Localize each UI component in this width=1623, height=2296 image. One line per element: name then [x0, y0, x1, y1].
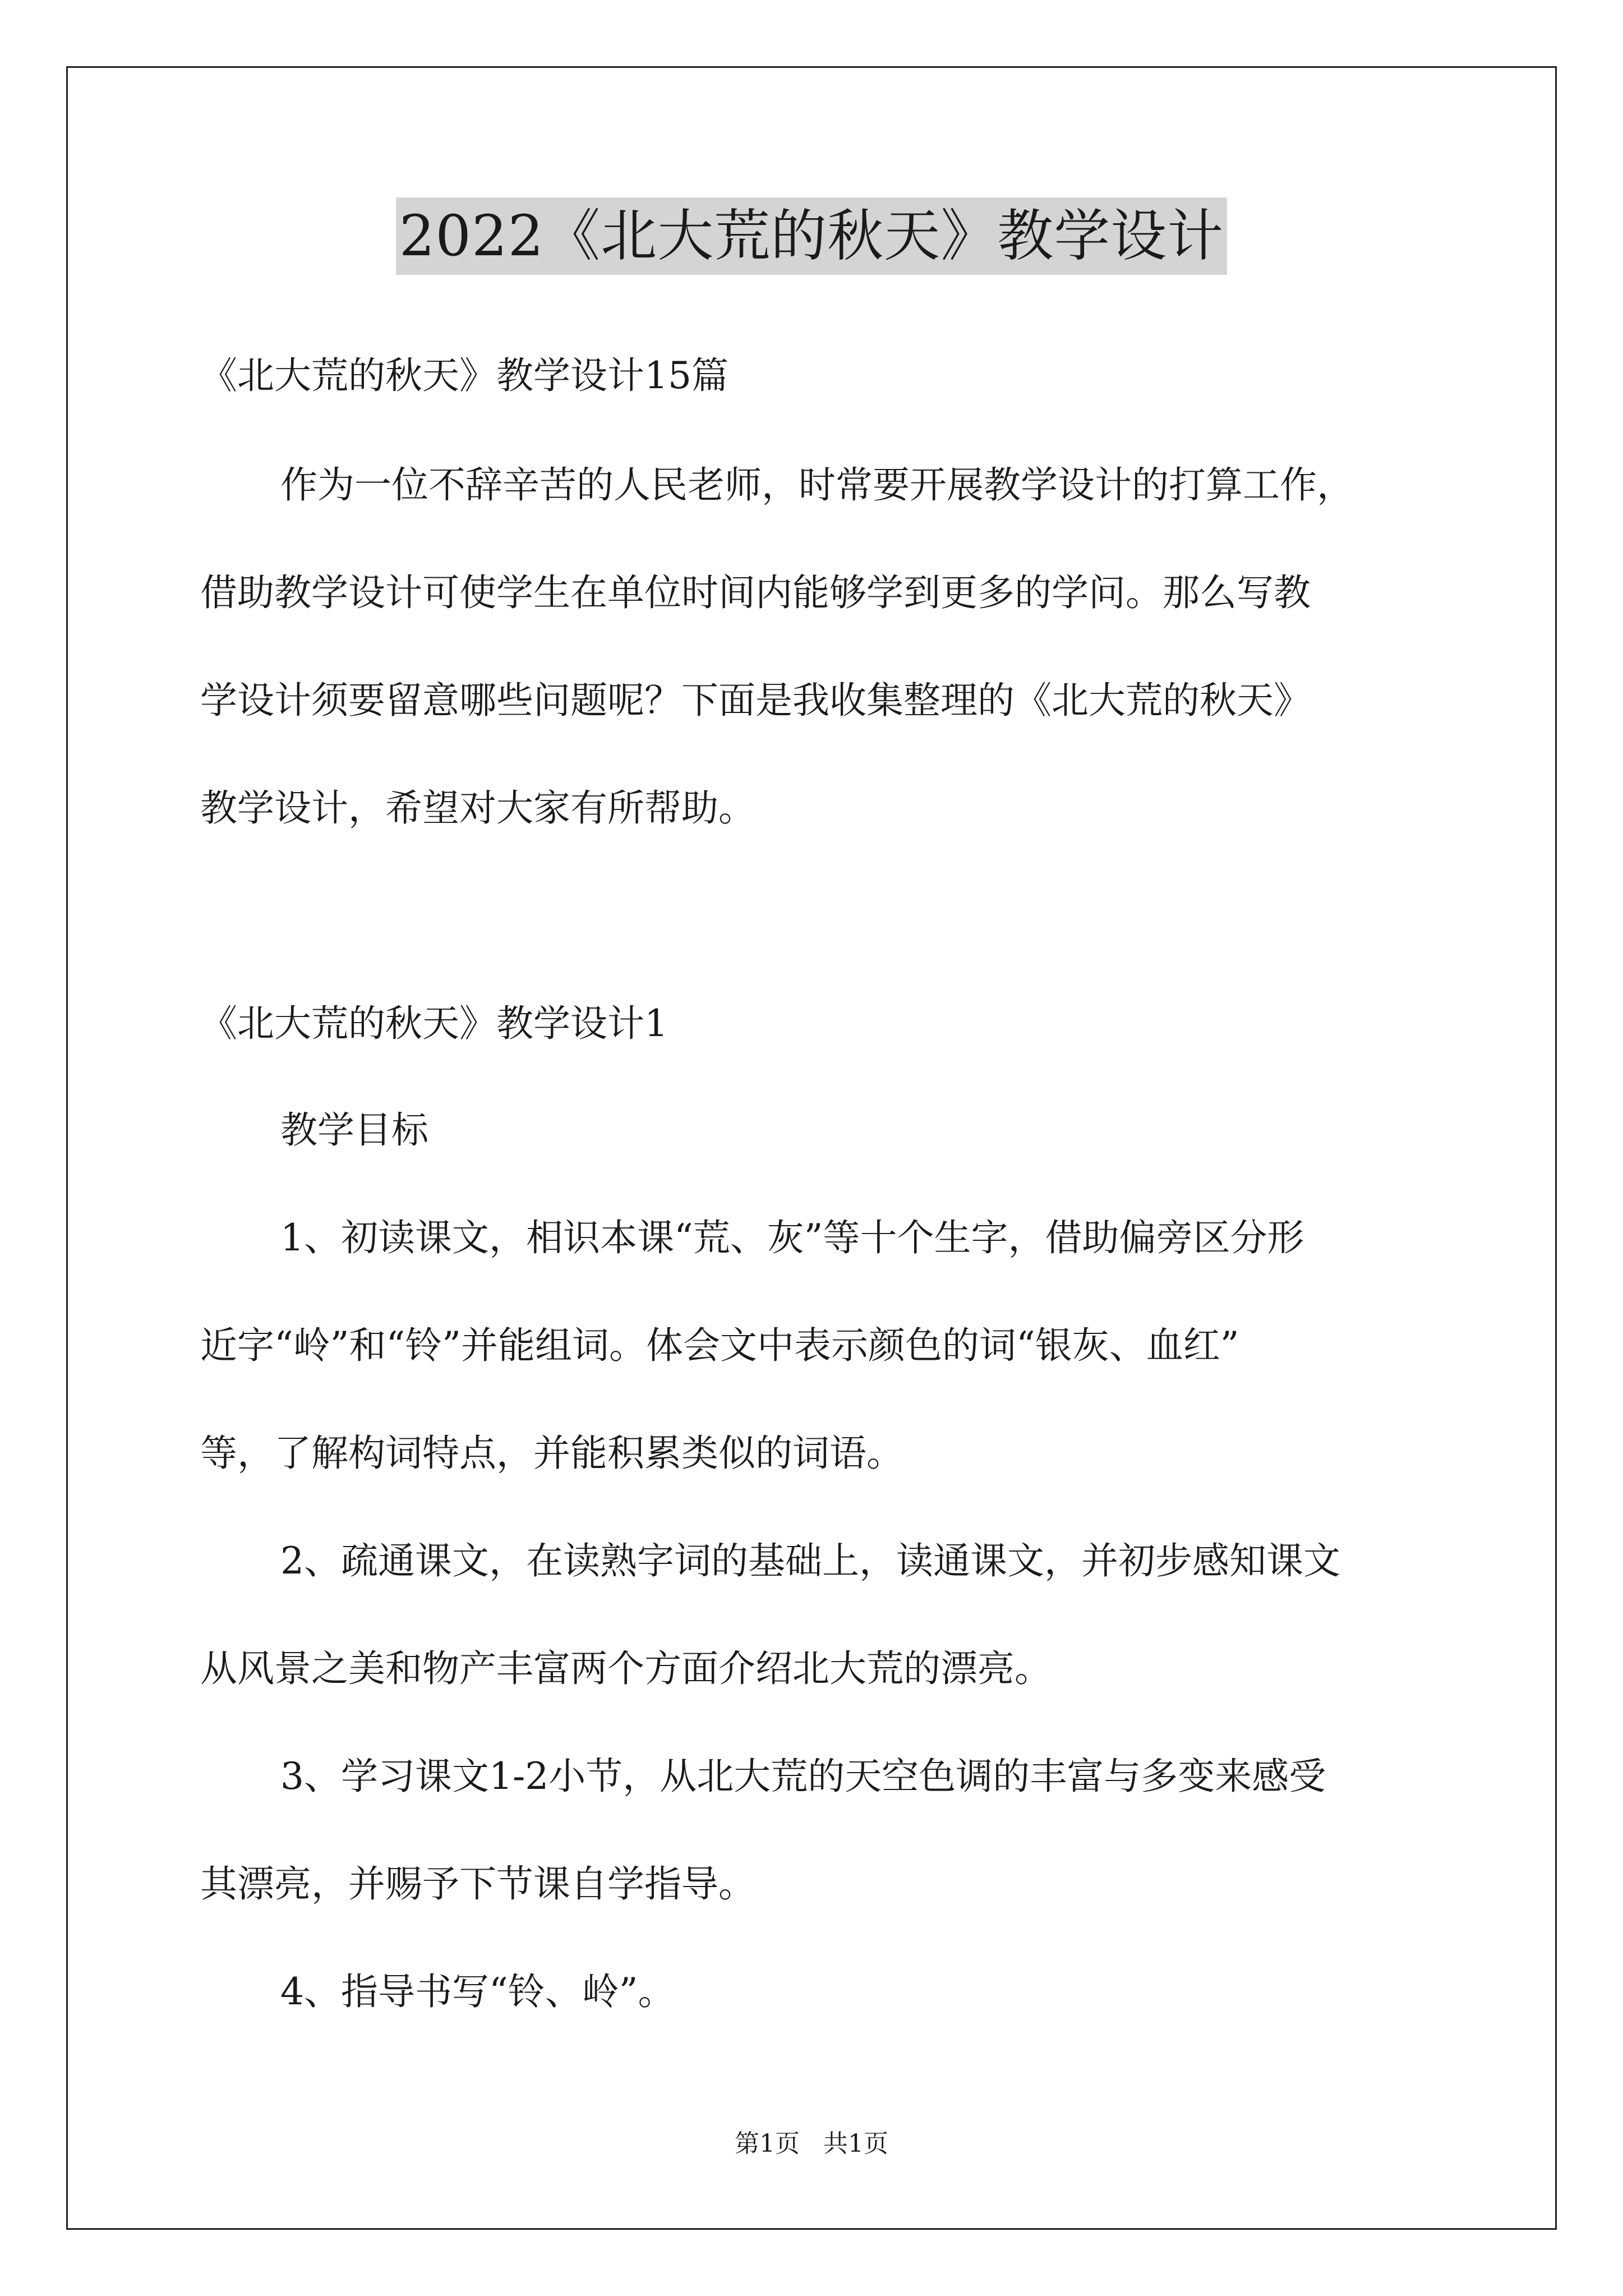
page-footer — [0, 2127, 1623, 2161]
current-page-label: 第1页 — [735, 2129, 800, 2158]
total-pages-label: 共1页 — [823, 2129, 888, 2158]
objective-line-1: 1、初读课文，相识本课“荒、灰”等十个生字，借助偏旁区分形 — [280, 1216, 1304, 1259]
objectives-heading: 教学目标 — [280, 1108, 428, 1152]
intro-line-2: 借助教学设计可使学生在单位时间内能够学到更多的学问。那么写教 — [200, 571, 1311, 614]
objective-line-3: 等，了解构词特点，并能积累类似的词语。 — [200, 1432, 903, 1475]
intro-line-4: 教学设计，希望对大家有所帮助。 — [200, 786, 755, 830]
document-title: 2022《北大荒的秋天》教学设计 — [396, 197, 1228, 275]
objective-line-8: 4、指导书写“铃、岭”。 — [280, 1970, 675, 2013]
objective-line-6: 3、学习课文1-2小节，从北大荒的天空色调的丰富与多变来感受 — [280, 1755, 1326, 1798]
objective-line-5: 从风景之美和物产丰富两个方面介绍北大荒的漂亮。 — [200, 1647, 1052, 1690]
objective-line-2: 近字“岭”和“铃”并能组词。体会文中表示颜色的词“银灰、血红” — [200, 1324, 1239, 1367]
section-heading: 《北大荒的秋天》教学设计1 — [200, 1002, 668, 1045]
objective-line-4: 2、疏通课文，在读熟字词的基础上，读通课文，并初步感知课文 — [280, 1539, 1340, 1582]
title-container — [0, 197, 1623, 275]
intro-line-1: 作为一位不辞辛苦的人民老师，时常要开展教学设计的打算工作， — [280, 463, 1354, 507]
intro-line-3: 学设计须要留意哪些问题呢？下面是我收集整理的《北大荒的秋天》 — [200, 679, 1311, 722]
document-subtitle: 《北大荒的秋天》教学设计15篇 — [200, 354, 728, 397]
objective-line-7: 其漂亮，并赐予下节课自学指导。 — [200, 1862, 755, 1906]
